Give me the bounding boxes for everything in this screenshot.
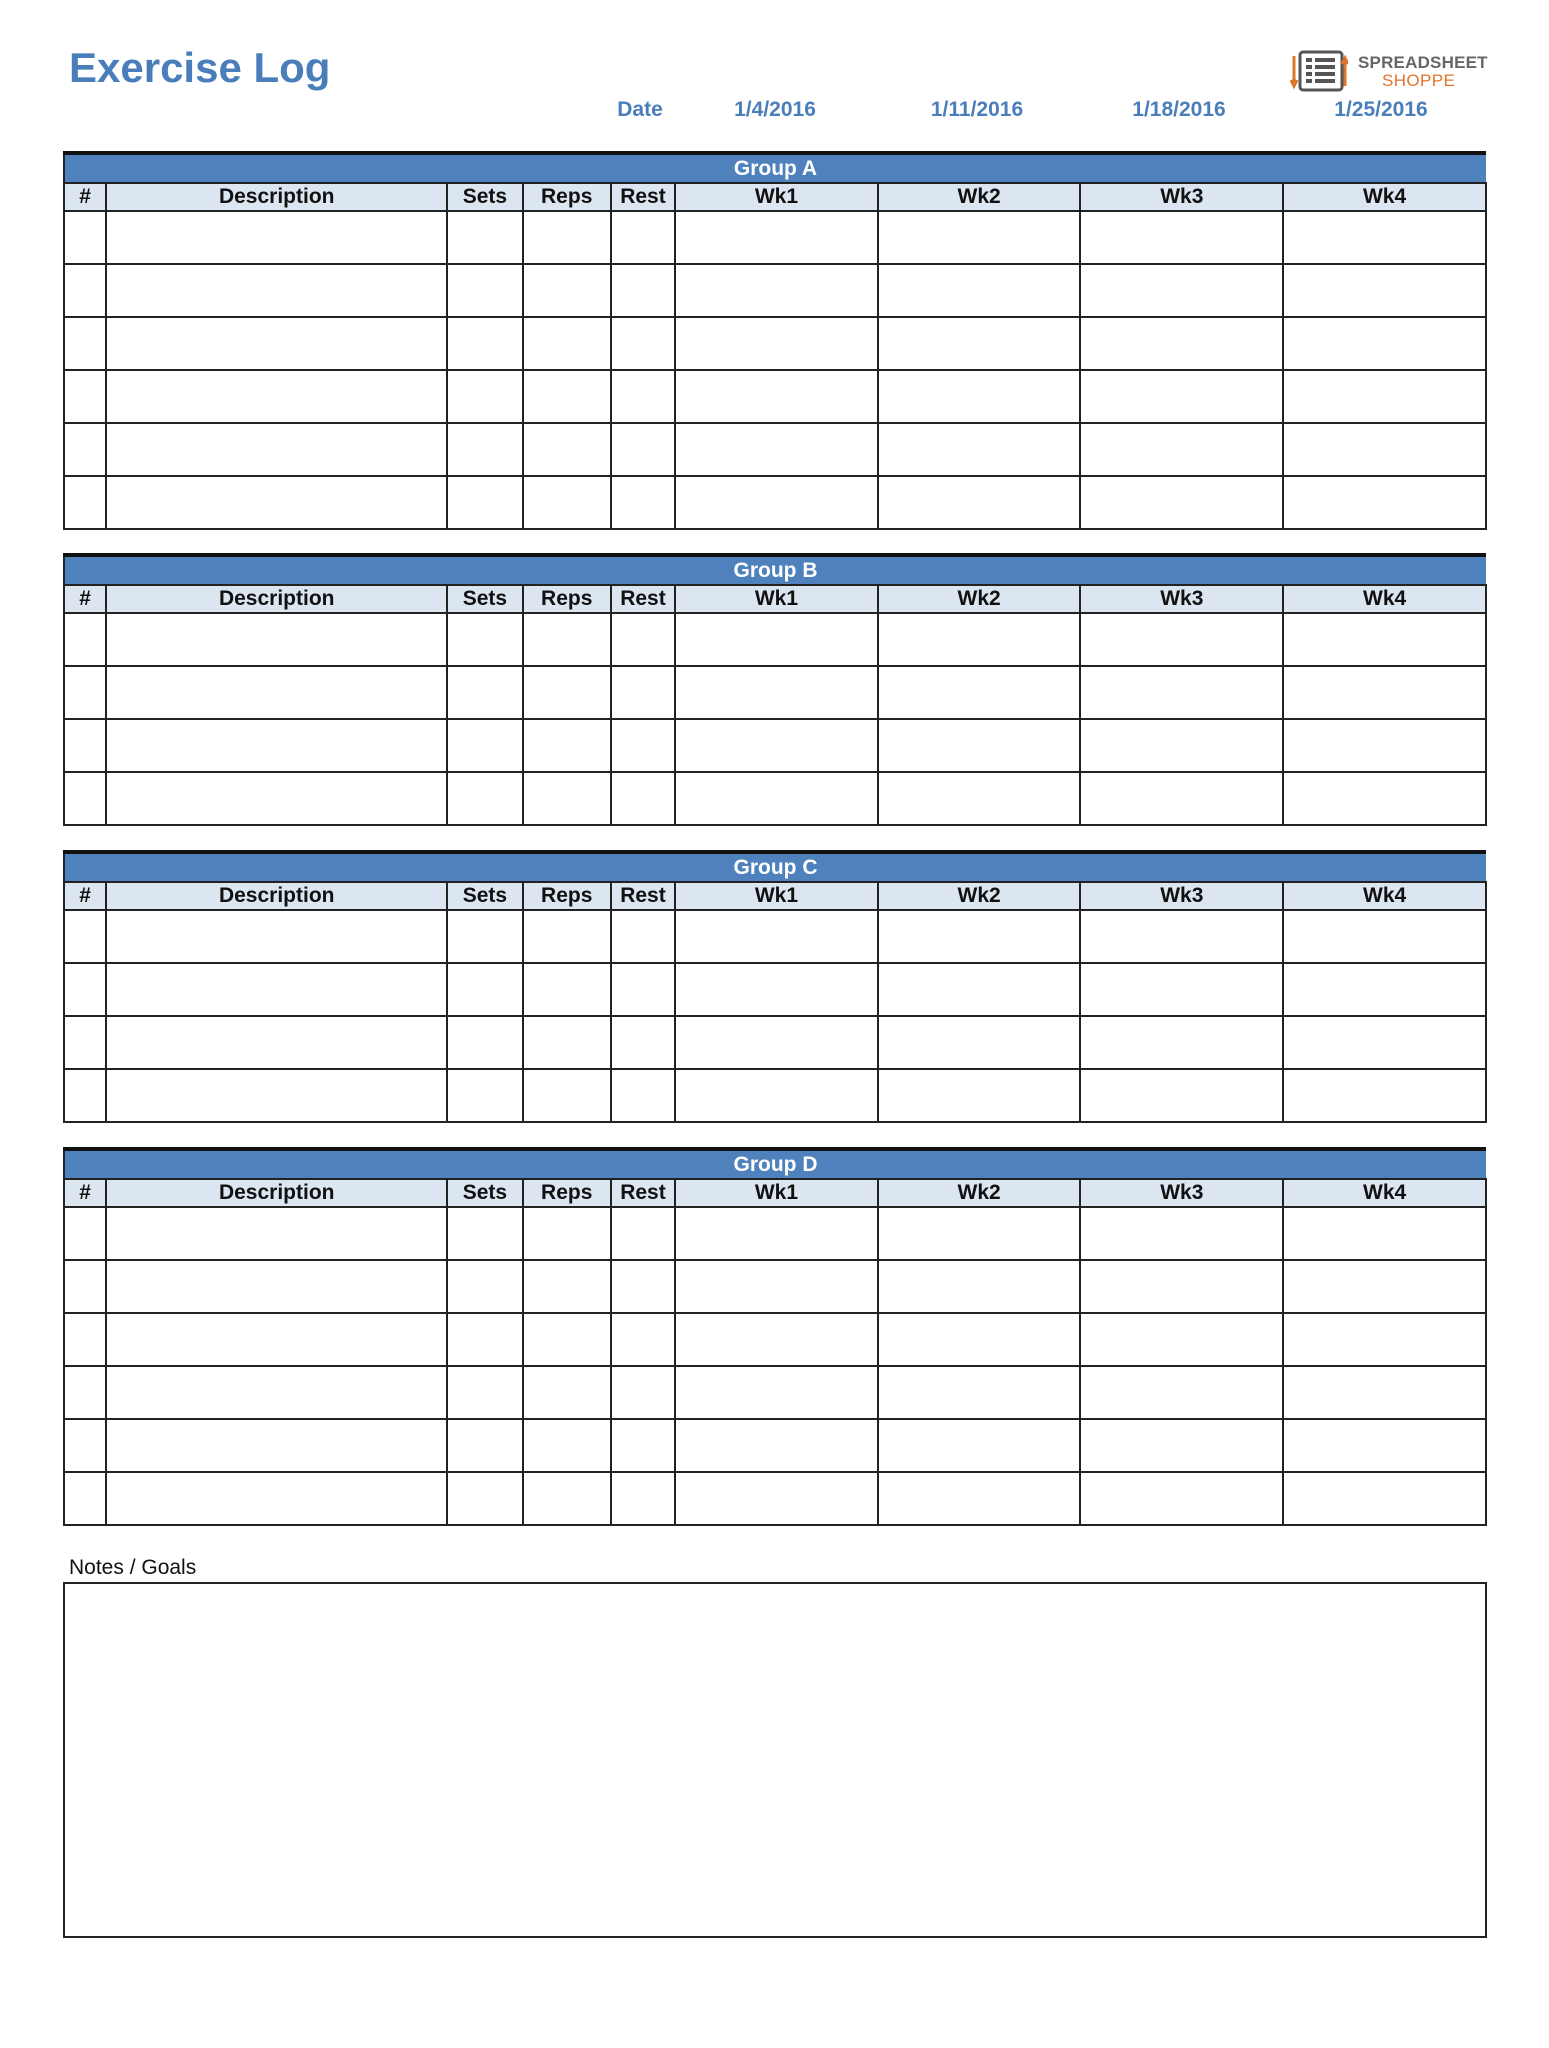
cell-sets[interactable] — [447, 910, 522, 963]
column-header-num: # — [64, 585, 106, 613]
group-title: Group C — [64, 852, 1486, 882]
table-row — [64, 370, 1486, 423]
cell-wk3[interactable] — [1080, 1260, 1283, 1313]
notes-goals-field[interactable] — [63, 1582, 1487, 1938]
column-header-description: Description — [106, 585, 447, 613]
cell-wk2[interactable] — [878, 1472, 1081, 1525]
cell-wk2[interactable] — [878, 1313, 1081, 1366]
column-header-wk3: Wk3 — [1080, 585, 1283, 613]
cell-wk2[interactable] — [878, 1207, 1081, 1260]
group-title: Group B — [64, 555, 1486, 585]
cell-description[interactable] — [106, 719, 447, 772]
cell-wk1[interactable] — [675, 963, 878, 1016]
cell-wk1[interactable] — [675, 1366, 878, 1419]
cell-wk2[interactable] — [878, 423, 1081, 476]
table-row — [64, 423, 1486, 476]
column-header-rest: Rest — [611, 882, 675, 910]
cell-wk3[interactable] — [1080, 317, 1283, 370]
cell-wk2[interactable] — [878, 211, 1081, 264]
cell-wk4[interactable] — [1283, 963, 1486, 1016]
cell-description[interactable] — [106, 1260, 447, 1313]
column-header-wk4: Wk4 — [1283, 1179, 1486, 1207]
cell-wk3[interactable] — [1080, 666, 1283, 719]
cell-reps[interactable] — [523, 613, 611, 666]
column-header-reps: Reps — [523, 585, 611, 613]
cell-description[interactable] — [106, 1207, 447, 1260]
cell-wk4[interactable] — [1283, 910, 1486, 963]
cell-reps[interactable] — [523, 1069, 611, 1122]
table-row — [64, 910, 1486, 963]
logo-text-bottom: SHOPPE — [1382, 71, 1456, 90]
cell-sets[interactable] — [447, 1207, 522, 1260]
cell-rest[interactable] — [611, 264, 675, 317]
exercise-group-c — [63, 850, 1487, 1123]
cell-reps[interactable] — [523, 317, 611, 370]
table-row — [64, 1016, 1486, 1069]
table-row — [64, 772, 1486, 825]
cell-wk2[interactable] — [878, 1016, 1081, 1069]
cell-rest[interactable] — [611, 370, 675, 423]
cell-wk2[interactable] — [878, 317, 1081, 370]
cell-description[interactable] — [106, 1366, 447, 1419]
cell-wk3[interactable] — [1080, 264, 1283, 317]
cell-sets[interactable] — [447, 317, 522, 370]
column-header-wk2: Wk2 — [878, 183, 1081, 211]
date-label: Date — [617, 98, 663, 121]
cell-wk1[interactable] — [675, 719, 878, 772]
cell-num[interactable] — [64, 1016, 106, 1069]
table-row — [64, 1069, 1486, 1122]
column-header-rest: Rest — [611, 183, 675, 211]
cell-num[interactable] — [64, 666, 106, 719]
cell-wk3[interactable] — [1080, 1016, 1283, 1069]
cell-rest[interactable] — [611, 1366, 675, 1419]
cell-num[interactable] — [64, 317, 106, 370]
cell-num[interactable] — [64, 719, 106, 772]
cell-wk2[interactable] — [878, 910, 1081, 963]
cell-wk4[interactable] — [1283, 666, 1486, 719]
cell-rest[interactable] — [611, 1472, 675, 1525]
date-header-row — [0, 98, 1549, 124]
cell-description[interactable] — [106, 613, 447, 666]
cell-wk2[interactable] — [878, 1366, 1081, 1419]
cell-sets[interactable] — [447, 1313, 522, 1366]
cell-rest[interactable] — [611, 1260, 675, 1313]
cell-wk2[interactable] — [878, 613, 1081, 666]
cell-description[interactable] — [106, 317, 447, 370]
cell-reps[interactable] — [523, 910, 611, 963]
cell-wk4[interactable] — [1283, 1313, 1486, 1366]
cell-wk3[interactable] — [1080, 423, 1283, 476]
cell-wk1[interactable] — [675, 1016, 878, 1069]
cell-reps[interactable] — [523, 1366, 611, 1419]
cell-wk4[interactable] — [1283, 423, 1486, 476]
table-row — [64, 963, 1486, 1016]
column-header-wk2: Wk2 — [878, 882, 1081, 910]
cell-num[interactable] — [64, 613, 106, 666]
exercise-table — [63, 850, 1487, 1123]
cell-wk1[interactable] — [675, 910, 878, 963]
notes-label: Notes / Goals — [69, 1556, 197, 1579]
cell-reps[interactable] — [523, 476, 611, 529]
column-header-num: # — [64, 183, 106, 211]
spreadsheet-logo-icon — [1290, 48, 1348, 96]
column-header-wk4: Wk4 — [1283, 882, 1486, 910]
cell-wk4[interactable] — [1283, 317, 1486, 370]
cell-wk1[interactable] — [675, 1472, 878, 1525]
cell-description[interactable] — [106, 370, 447, 423]
cell-reps[interactable] — [523, 264, 611, 317]
cell-wk1[interactable] — [675, 423, 878, 476]
cell-sets[interactable] — [447, 1366, 522, 1419]
spreadsheet-shoppe-logo — [1290, 48, 1490, 98]
cell-reps[interactable] — [523, 1419, 611, 1472]
cell-reps[interactable] — [523, 1207, 611, 1260]
cell-num[interactable] — [64, 1313, 106, 1366]
cell-wk1[interactable] — [675, 1260, 878, 1313]
cell-wk3[interactable] — [1080, 910, 1283, 963]
cell-num[interactable] — [64, 476, 106, 529]
cell-wk3[interactable] — [1080, 613, 1283, 666]
group-title: Group A — [64, 153, 1486, 183]
cell-num[interactable] — [64, 1472, 106, 1525]
table-row — [64, 1260, 1486, 1313]
column-header-sets: Sets — [447, 183, 522, 211]
page-title: Exercise Log — [69, 44, 331, 91]
cell-wk2[interactable] — [878, 1419, 1081, 1472]
column-header-num: # — [64, 1179, 106, 1207]
cell-num[interactable] — [64, 1260, 106, 1313]
cell-description[interactable] — [106, 910, 447, 963]
cell-wk4[interactable] — [1283, 1069, 1486, 1122]
cell-wk1[interactable] — [675, 370, 878, 423]
cell-num[interactable] — [64, 910, 106, 963]
cell-num[interactable] — [64, 1069, 106, 1122]
cell-wk1[interactable] — [675, 666, 878, 719]
cell-rest[interactable] — [611, 1016, 675, 1069]
cell-wk3[interactable] — [1080, 370, 1283, 423]
cell-sets[interactable] — [447, 211, 522, 264]
exercise-table — [63, 151, 1487, 530]
cell-num[interactable] — [64, 264, 106, 317]
cell-rest[interactable] — [611, 211, 675, 264]
table-row — [64, 666, 1486, 719]
table-row — [64, 476, 1486, 529]
cell-reps[interactable] — [523, 772, 611, 825]
cell-wk2[interactable] — [878, 772, 1081, 825]
cell-wk4[interactable] — [1283, 211, 1486, 264]
cell-sets[interactable] — [447, 476, 522, 529]
cell-wk3[interactable] — [1080, 211, 1283, 264]
column-header-sets: Sets — [447, 585, 522, 613]
cell-reps[interactable] — [523, 666, 611, 719]
cell-rest[interactable] — [611, 719, 675, 772]
cell-reps[interactable] — [523, 719, 611, 772]
cell-wk3[interactable] — [1080, 963, 1283, 1016]
cell-sets[interactable] — [447, 666, 522, 719]
column-header-rest: Rest — [611, 585, 675, 613]
column-header-wk3: Wk3 — [1080, 1179, 1283, 1207]
cell-wk2[interactable] — [878, 1260, 1081, 1313]
cell-wk3[interactable] — [1080, 1366, 1283, 1419]
table-row — [64, 264, 1486, 317]
cell-description[interactable] — [106, 1472, 447, 1525]
column-header-reps: Reps — [523, 183, 611, 211]
cell-reps[interactable] — [523, 211, 611, 264]
column-header-sets: Sets — [447, 882, 522, 910]
exercise-table — [63, 553, 1487, 826]
cell-wk4[interactable] — [1283, 370, 1486, 423]
cell-sets[interactable] — [447, 264, 522, 317]
cell-wk4[interactable] — [1283, 719, 1486, 772]
date-wk2: 1/11/2016 — [930, 98, 1024, 121]
cell-wk3[interactable] — [1080, 1313, 1283, 1366]
cell-description[interactable] — [106, 423, 447, 476]
cell-wk1[interactable] — [675, 264, 878, 317]
cell-description[interactable] — [106, 666, 447, 719]
cell-description[interactable] — [106, 476, 447, 529]
table-row — [64, 613, 1486, 666]
cell-sets[interactable] — [447, 1069, 522, 1122]
cell-sets[interactable] — [447, 963, 522, 1016]
column-header-reps: Reps — [523, 882, 611, 910]
cell-sets[interactable] — [447, 370, 522, 423]
column-header-description: Description — [106, 183, 447, 211]
cell-sets[interactable] — [447, 1419, 522, 1472]
cell-wk4[interactable] — [1283, 1260, 1486, 1313]
cell-wk3[interactable] — [1080, 1207, 1283, 1260]
cell-wk4[interactable] — [1283, 772, 1486, 825]
cell-wk3[interactable] — [1080, 1419, 1283, 1472]
column-header-wk2: Wk2 — [878, 585, 1081, 613]
table-row — [64, 317, 1486, 370]
cell-wk4[interactable] — [1283, 1419, 1486, 1472]
cell-wk4[interactable] — [1283, 1207, 1486, 1260]
date-wk4: 1/25/2016 — [1334, 98, 1428, 121]
cell-rest[interactable] — [611, 772, 675, 825]
cell-wk3[interactable] — [1080, 1069, 1283, 1122]
column-header-wk3: Wk3 — [1080, 183, 1283, 211]
cell-sets[interactable] — [447, 1260, 522, 1313]
column-header-wk2: Wk2 — [878, 1179, 1081, 1207]
cell-num[interactable] — [64, 211, 106, 264]
cell-reps[interactable] — [523, 423, 611, 476]
cell-description[interactable] — [106, 1313, 447, 1366]
cell-rest[interactable] — [611, 963, 675, 1016]
cell-reps[interactable] — [523, 1260, 611, 1313]
cell-sets[interactable] — [447, 719, 522, 772]
cell-rest[interactable] — [611, 666, 675, 719]
column-header-wk3: Wk3 — [1080, 882, 1283, 910]
cell-reps[interactable] — [523, 1472, 611, 1525]
cell-rest[interactable] — [611, 476, 675, 529]
cell-reps[interactable] — [523, 963, 611, 1016]
cell-wk3[interactable] — [1080, 1472, 1283, 1525]
cell-wk1[interactable] — [675, 1313, 878, 1366]
cell-wk2[interactable] — [878, 719, 1081, 772]
cell-sets[interactable] — [447, 423, 522, 476]
column-header-sets: Sets — [447, 1179, 522, 1207]
cell-rest[interactable] — [611, 1313, 675, 1366]
cell-reps[interactable] — [523, 1313, 611, 1366]
date-wk3: 1/18/2016 — [1132, 98, 1226, 121]
column-header-rest: Rest — [611, 1179, 675, 1207]
cell-wk2[interactable] — [878, 963, 1081, 1016]
cell-wk4[interactable] — [1283, 1016, 1486, 1069]
cell-rest[interactable] — [611, 317, 675, 370]
table-row — [64, 1419, 1486, 1472]
cell-wk4[interactable] — [1283, 264, 1486, 317]
cell-description[interactable] — [106, 1069, 447, 1122]
cell-num[interactable] — [64, 1207, 106, 1260]
exercise-group-a — [63, 151, 1487, 530]
cell-wk2[interactable] — [878, 264, 1081, 317]
column-header-wk4: Wk4 — [1283, 183, 1486, 211]
column-header-description: Description — [106, 1179, 447, 1207]
cell-sets[interactable] — [447, 1016, 522, 1069]
cell-description[interactable] — [106, 963, 447, 1016]
date-wk1: 1/4/2016 — [734, 98, 816, 121]
table-row — [64, 1472, 1486, 1525]
table-row — [64, 1313, 1486, 1366]
cell-wk1[interactable] — [675, 1419, 878, 1472]
table-row — [64, 1366, 1486, 1419]
cell-description[interactable] — [106, 264, 447, 317]
cell-wk3[interactable] — [1080, 772, 1283, 825]
cell-description[interactable] — [106, 211, 447, 264]
cell-wk4[interactable] — [1283, 1366, 1486, 1419]
cell-wk1[interactable] — [675, 1069, 878, 1122]
cell-wk2[interactable] — [878, 370, 1081, 423]
column-header-description: Description — [106, 882, 447, 910]
cell-num[interactable] — [64, 1366, 106, 1419]
cell-wk1[interactable] — [675, 613, 878, 666]
cell-description[interactable] — [106, 1419, 447, 1472]
column-header-wk4: Wk4 — [1283, 585, 1486, 613]
cell-num[interactable] — [64, 423, 106, 476]
cell-wk3[interactable] — [1080, 476, 1283, 529]
cell-wk2[interactable] — [878, 476, 1081, 529]
table-row — [64, 1207, 1486, 1260]
cell-reps[interactable] — [523, 370, 611, 423]
cell-num[interactable] — [64, 772, 106, 825]
column-header-wk1: Wk1 — [675, 183, 878, 211]
cell-wk4[interactable] — [1283, 476, 1486, 529]
cell-wk4[interactable] — [1283, 1472, 1486, 1525]
table-row — [64, 719, 1486, 772]
cell-sets[interactable] — [447, 613, 522, 666]
cell-reps[interactable] — [523, 1016, 611, 1069]
table-row — [64, 211, 1486, 264]
cell-wk3[interactable] — [1080, 719, 1283, 772]
cell-description[interactable] — [106, 1016, 447, 1069]
cell-num[interactable] — [64, 370, 106, 423]
cell-wk2[interactable] — [878, 666, 1081, 719]
exercise-group-d — [63, 1147, 1487, 1526]
cell-sets[interactable] — [447, 772, 522, 825]
cell-num[interactable] — [64, 1419, 106, 1472]
column-header-num: # — [64, 882, 106, 910]
cell-rest[interactable] — [611, 423, 675, 476]
cell-wk4[interactable] — [1283, 613, 1486, 666]
cell-wk1[interactable] — [675, 1207, 878, 1260]
exercise-group-b — [63, 553, 1487, 826]
column-header-wk1: Wk1 — [675, 585, 878, 613]
logo-text-top: SPREADSHEET — [1358, 53, 1488, 72]
cell-rest[interactable] — [611, 910, 675, 963]
cell-rest[interactable] — [611, 1419, 675, 1472]
cell-rest[interactable] — [611, 613, 675, 666]
cell-wk1[interactable] — [675, 211, 878, 264]
cell-num[interactable] — [64, 963, 106, 1016]
cell-description[interactable] — [106, 772, 447, 825]
cell-wk1[interactable] — [675, 476, 878, 529]
exercise-table — [63, 1147, 1487, 1526]
cell-sets[interactable] — [447, 1472, 522, 1525]
cell-wk1[interactable] — [675, 317, 878, 370]
column-header-wk1: Wk1 — [675, 1179, 878, 1207]
group-title: Group D — [64, 1149, 1486, 1179]
cell-wk1[interactable] — [675, 772, 878, 825]
cell-rest[interactable] — [611, 1069, 675, 1122]
cell-rest[interactable] — [611, 1207, 675, 1260]
cell-wk2[interactable] — [878, 1069, 1081, 1122]
column-header-wk1: Wk1 — [675, 882, 878, 910]
column-header-reps: Reps — [523, 1179, 611, 1207]
